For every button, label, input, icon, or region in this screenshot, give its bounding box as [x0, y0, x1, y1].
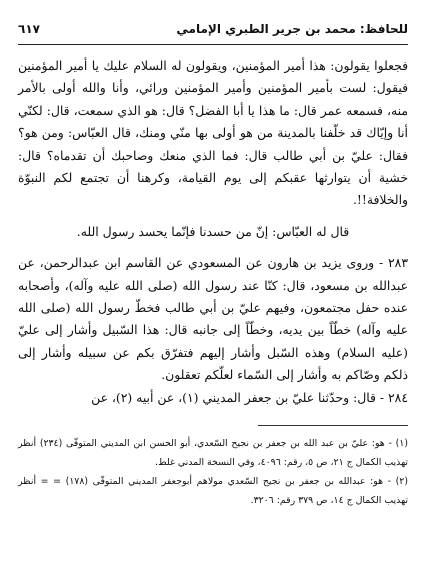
- footnote: (١) - هو: عليّ بن عبد الله بن جعفر بن نجيح السّعدي، أبو الحسن ابن المديني المتوفّى (٢٣٤) أنظر تهذيب الكمال ج ٢١، ص ٥، رقم: ٤٠٩٦، وفي النسخة المدني غلط.: [18, 438, 409, 469]
- page-number: ٦١٧: [18, 22, 40, 36]
- header-rule: [18, 44, 408, 45]
- footnote-rule: [258, 425, 408, 426]
- footnote: (٢) - هو: عبدالله بن جعفر بن نجيح السّعدي مولاهم أبوجعفر المديني المتوفّى (١٧٨) = = أنظر تهذيب الكمال ج ١٤، ص ٣٧٩ رقم: ٣٢٠٦.: [18, 476, 408, 507]
- paragraph: ٢٨٣ - وروى يزيد بن هارون عن المسعودي عن القاسم ابن عبدالرحمن، عن عبدالله بن مسعود، قال: كنّا عند رسول الله (صلى الله عليه وآله)، وأصحابه عنده حفل مجتمعون، وفيهم عليّ بن أبي طالب فخطّ رسول الله (صلى الله عليه وآله) خطّاً بين يديه، وخطّاً إلى جانبه قال: هذا السّبيل وأشار إلى عليّ (عليه السلام) وهذه السّبل وأشار إليهم فتفرّق بكم عن سبيله وأشار إلى ذلكم وصّاكم به وأشار إلى السّماء لعلّكم تعقلون.: [18, 255, 408, 383]
- paragraph: قال له العبّاس: إنّ من حسدنا فإنّما يحسد رسول الله.: [76, 223, 350, 239]
- running-title: للحافظ: محمد بن جرير الطبري الإمامي: [176, 22, 408, 36]
- footnotes: [18, 434, 408, 510]
- paragraph: ٢٨٤ - قال: وحدّثنا عليّ بن جعفر المديني (١)، عن أبيه (٢)، عن: [91, 389, 408, 405]
- running-header: [18, 22, 408, 40]
- main-text: [18, 55, 408, 409]
- paragraph: فجعلوا يقولون: هذا أمير المؤمنين، ويقولون له السلام عليك يا أمير المؤمنين فيقول: لست بأمير المؤمنين وأمير المؤمنين ورائي، وأنا والله أولى بالأمر منه، فسمعه عمر قال: ما هذا يا أبا الفضل؟ قال: هو الذي سمعت، قال: لكنّي أنا وإيّاك قد خلّفنا بالمدينة من هو أولى بها منّي ومنك، قال العبّاس: ومن هو؟ فقال: عليّ بن أبي طالب قال: فما الذي منعك وصاحبك أن تقدماه؟ قال: خشية أن يتوارثها عقبكم إلى يوم القيامة، وكرهنا أن تجتمع لكم النبوّة والخلافة!!.: [18, 58, 408, 208]
